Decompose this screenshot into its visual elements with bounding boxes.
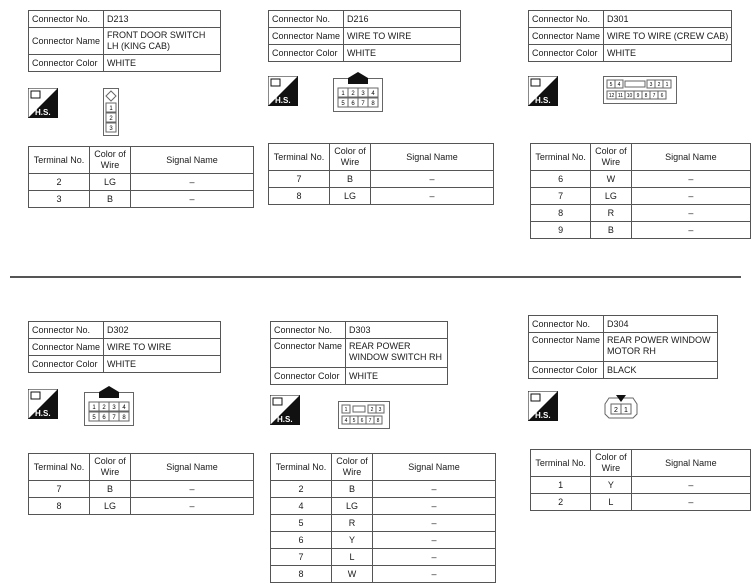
table-row <box>531 494 751 511</box>
terminal-cell: 5 <box>271 515 332 532</box>
signal-name-header: Signal Name <box>373 454 496 481</box>
table-row <box>269 188 494 205</box>
signal-cell: – <box>631 171 750 188</box>
connector-color-label: Connector Color <box>269 45 344 62</box>
pin-label: 2 <box>109 116 113 122</box>
connector-face-d302 <box>84 386 134 431</box>
pin-label: 1 <box>109 106 113 112</box>
pin-label: 4 <box>371 91 375 97</box>
terminal-cell: 7 <box>531 188 591 205</box>
pin-label: 5 <box>341 101 345 107</box>
signal-cell: – <box>371 188 494 205</box>
terminal-table-d304 <box>530 449 751 511</box>
connector-info-table <box>270 321 448 385</box>
signal-cell: – <box>373 515 496 532</box>
signal-cell: – <box>631 477 750 494</box>
table-row <box>271 481 496 498</box>
pin-label: 12 <box>608 93 615 99</box>
connector-block-d303 <box>270 321 448 385</box>
pin-label: 1 <box>665 82 669 88</box>
terminal-cell: 8 <box>269 188 330 205</box>
connector-info-table <box>28 321 221 373</box>
pin-label: 7 <box>652 93 656 99</box>
hs-label: H.S. <box>275 96 291 105</box>
pin-label: 2 <box>351 91 355 97</box>
table-row <box>271 498 496 515</box>
pin-label: 8 <box>376 418 380 424</box>
wire-color-cell: B <box>90 191 131 208</box>
pin-label: 2 <box>657 82 661 88</box>
signal-cell: – <box>631 222 750 239</box>
table-row <box>531 477 751 494</box>
table-row <box>29 498 254 515</box>
pin-label: 5 <box>352 418 356 424</box>
connector-name-value: FRONT DOOR SWITCH LH (KING CAB) <box>104 28 221 55</box>
connector-no-value: D303 <box>346 322 448 339</box>
harness-side-icon <box>270 395 300 425</box>
connector-name-label: Connector Name <box>271 339 346 368</box>
signal-cell: – <box>373 532 496 549</box>
terminal-table <box>270 453 496 583</box>
pin-label: 11 <box>617 93 624 99</box>
connector-block-d216 <box>268 10 461 62</box>
pin-label: 2 <box>370 407 374 413</box>
connector-info-table <box>528 10 732 62</box>
wire-color-cell: LG <box>330 188 371 205</box>
pin-label: 6 <box>351 101 355 107</box>
table-row <box>271 566 496 583</box>
connector-no-label: Connector No. <box>29 322 104 339</box>
color-of-wire-header: Color of Wire <box>591 144 631 171</box>
terminal-cell: 1 <box>531 477 591 494</box>
connector-name-value: WIRE TO WIRE (CREW CAB) <box>604 28 732 45</box>
terminal-cell: 6 <box>531 171 591 188</box>
connector-block-d304 <box>528 315 718 379</box>
wire-color-cell: B <box>330 171 371 188</box>
pin-label: 3 <box>112 405 116 411</box>
pin-label: 3 <box>378 407 382 413</box>
signal-cell: – <box>373 498 496 515</box>
terminal-cell: 7 <box>271 549 332 566</box>
connector-name-label: Connector Name <box>29 28 104 55</box>
signal-name-header: Signal Name <box>631 144 750 171</box>
hs-label: H.S. <box>35 108 51 117</box>
pin-label: 8 <box>644 93 648 99</box>
table-row <box>29 481 254 498</box>
pin-label: 1 <box>624 407 628 414</box>
signal-name-header: Signal Name <box>131 147 254 174</box>
pin-label: 7 <box>112 415 116 421</box>
table-row <box>29 191 254 208</box>
connector-face-d213 <box>103 88 119 141</box>
wire-color-cell: LG <box>90 498 131 515</box>
connector-no-value: D302 <box>104 322 221 339</box>
pin-label: 4 <box>617 82 621 88</box>
terminal-cell: 4 <box>271 498 332 515</box>
connector-face-d301 <box>603 76 677 109</box>
terminal-table <box>28 453 254 515</box>
connector-no-label: Connector No. <box>29 11 104 28</box>
harness-side-icon <box>28 88 58 118</box>
connector-no-label: Connector No. <box>271 322 346 339</box>
connector-info-table <box>528 315 718 379</box>
color-of-wire-header: Color of Wire <box>90 147 131 174</box>
signal-cell: – <box>131 174 254 191</box>
table-row <box>531 205 751 222</box>
terminal-no-header: Terminal No. <box>531 144 591 171</box>
pin-label: 5 <box>609 82 613 88</box>
connector-color-value: WHITE <box>604 45 732 62</box>
terminal-no-header: Terminal No. <box>29 454 90 481</box>
connector-color-label: Connector Color <box>529 45 604 62</box>
terminal-cell: 2 <box>531 494 591 511</box>
hs-label: H.S. <box>35 409 51 418</box>
connector-color-value: WHITE <box>346 368 448 385</box>
connector-block-d302 <box>28 321 221 373</box>
connector-face-d216 <box>333 72 383 117</box>
terminal-cell: 2 <box>29 174 90 191</box>
pin-label: 2 <box>102 405 106 411</box>
pin-label: 8 <box>122 415 126 421</box>
wire-color-cell: LG <box>591 188 631 205</box>
pin-label: 3 <box>109 126 113 132</box>
signal-name-header: Signal Name <box>631 450 750 477</box>
terminal-cell: 6 <box>271 532 332 549</box>
terminal-no-header: Terminal No. <box>29 147 90 174</box>
harness-side-icon <box>268 76 298 106</box>
connector-color-value: WHITE <box>104 356 221 373</box>
table-row <box>271 532 496 549</box>
connector-name-value: WIRE TO WIRE <box>104 339 221 356</box>
hs-label: H.S. <box>535 411 551 420</box>
color-of-wire-header: Color of Wire <box>332 454 373 481</box>
connector-face-d304 <box>603 392 639 425</box>
wire-color-cell: B <box>591 222 631 239</box>
color-of-wire-header: Color of Wire <box>591 450 631 477</box>
connector-color-value: WHITE <box>104 55 221 72</box>
wire-color-cell: R <box>591 205 631 222</box>
terminal-table-d301 <box>530 143 751 239</box>
connector-name-value: WIRE TO WIRE <box>344 28 461 45</box>
wire-color-cell: L <box>591 494 631 511</box>
pin-label: 1 <box>344 407 348 413</box>
wire-color-cell: B <box>90 481 131 498</box>
connector-face-d303 <box>338 401 390 434</box>
terminal-cell: 3 <box>29 191 90 208</box>
pin-label: 1 <box>92 405 96 411</box>
wire-color-cell: R <box>332 515 373 532</box>
pin-label: 6 <box>360 418 364 424</box>
signal-name-header: Signal Name <box>371 144 494 171</box>
terminal-table-d216 <box>268 143 494 205</box>
terminal-no-header: Terminal No. <box>531 450 591 477</box>
signal-name-header: Signal Name <box>131 454 254 481</box>
connector-info-table <box>268 10 461 62</box>
pin-label: 7 <box>368 418 372 424</box>
table-row <box>531 171 751 188</box>
connector-no-label: Connector No. <box>269 11 344 28</box>
wire-color-cell: L <box>332 549 373 566</box>
terminal-no-header: Terminal No. <box>271 454 332 481</box>
connector-name-label: Connector Name <box>529 28 604 45</box>
connector-no-value: D213 <box>104 11 221 28</box>
section-divider <box>10 276 741 278</box>
signal-cell: – <box>371 171 494 188</box>
connector-block-d213 <box>28 10 221 72</box>
harness-side-icon <box>28 389 58 419</box>
terminal-cell: 7 <box>29 481 90 498</box>
hs-label: H.S. <box>535 96 551 105</box>
table-row <box>271 549 496 566</box>
connector-color-label: Connector Color <box>29 55 104 72</box>
signal-cell: – <box>631 188 750 205</box>
color-of-wire-header: Color of Wire <box>330 144 371 171</box>
connector-name-label: Connector Name <box>29 339 104 356</box>
connector-no-value: D304 <box>604 316 718 333</box>
pin-label: 1 <box>341 91 345 97</box>
terminal-cell: 2 <box>271 481 332 498</box>
connector-info-table <box>28 10 221 72</box>
connector-color-value: WHITE <box>344 45 461 62</box>
terminal-cell: 8 <box>271 566 332 583</box>
pin-label: 5 <box>92 415 96 421</box>
signal-cell: – <box>373 481 496 498</box>
table-row <box>531 222 751 239</box>
wire-color-cell: B <box>332 481 373 498</box>
terminal-table-d213 <box>28 146 254 208</box>
color-of-wire-header: Color of Wire <box>90 454 131 481</box>
wire-color-cell: W <box>591 171 631 188</box>
connector-name-value: REAR POWER WINDOW MOTOR RH <box>604 333 718 362</box>
connector-name-label: Connector Name <box>269 28 344 45</box>
terminal-table <box>530 449 751 511</box>
signal-cell: – <box>131 498 254 515</box>
signal-cell: – <box>373 549 496 566</box>
signal-cell: – <box>131 481 254 498</box>
terminal-table <box>28 146 254 208</box>
wire-color-cell: W <box>332 566 373 583</box>
pin-label: 8 <box>371 101 375 107</box>
connector-no-value: D216 <box>344 11 461 28</box>
pin-label: 7 <box>361 101 365 107</box>
pin-label: 4 <box>122 405 126 411</box>
connector-no-label: Connector No. <box>529 316 604 333</box>
connector-color-label: Connector Color <box>29 356 104 373</box>
wire-color-cell: Y <box>591 477 631 494</box>
signal-cell: – <box>631 494 750 511</box>
connector-name-value: REAR POWER WINDOW SWITCH RH <box>346 339 448 368</box>
table-row <box>271 515 496 532</box>
pin-label: 4 <box>344 418 348 424</box>
pin-label: 2 <box>614 407 618 414</box>
signal-cell: – <box>131 191 254 208</box>
pin-label: 9 <box>636 93 640 99</box>
connector-color-label: Connector Color <box>529 362 604 379</box>
pin-label: 6 <box>102 415 106 421</box>
signal-cell: – <box>373 566 496 583</box>
connector-no-value: D301 <box>604 11 732 28</box>
wire-color-cell: LG <box>332 498 373 515</box>
terminal-table-d302 <box>28 453 254 515</box>
terminal-cell: 8 <box>531 205 591 222</box>
signal-cell: – <box>631 205 750 222</box>
connector-block-d301 <box>528 10 732 62</box>
pin-label: 3 <box>361 91 365 97</box>
terminal-table <box>268 143 494 205</box>
terminal-table <box>530 143 751 239</box>
connector-color-label: Connector Color <box>271 368 346 385</box>
terminal-table-d303 <box>270 453 496 583</box>
terminal-cell: 9 <box>531 222 591 239</box>
table-row <box>269 171 494 188</box>
pin-label: 3 <box>649 82 653 88</box>
table-row <box>29 174 254 191</box>
connector-name-label: Connector Name <box>529 333 604 362</box>
wire-color-cell: Y <box>332 532 373 549</box>
pin-label: 10 <box>626 93 633 99</box>
terminal-no-header: Terminal No. <box>269 144 330 171</box>
connector-color-value: BLACK <box>604 362 718 379</box>
pin-label: 6 <box>660 93 664 99</box>
harness-side-icon <box>528 391 558 421</box>
terminal-cell: 8 <box>29 498 90 515</box>
connector-no-label: Connector No. <box>529 11 604 28</box>
hs-label: H.S. <box>277 415 293 424</box>
wire-color-cell: LG <box>90 174 131 191</box>
terminal-cell: 7 <box>269 171 330 188</box>
table-row <box>531 188 751 205</box>
harness-side-icon <box>528 76 558 106</box>
